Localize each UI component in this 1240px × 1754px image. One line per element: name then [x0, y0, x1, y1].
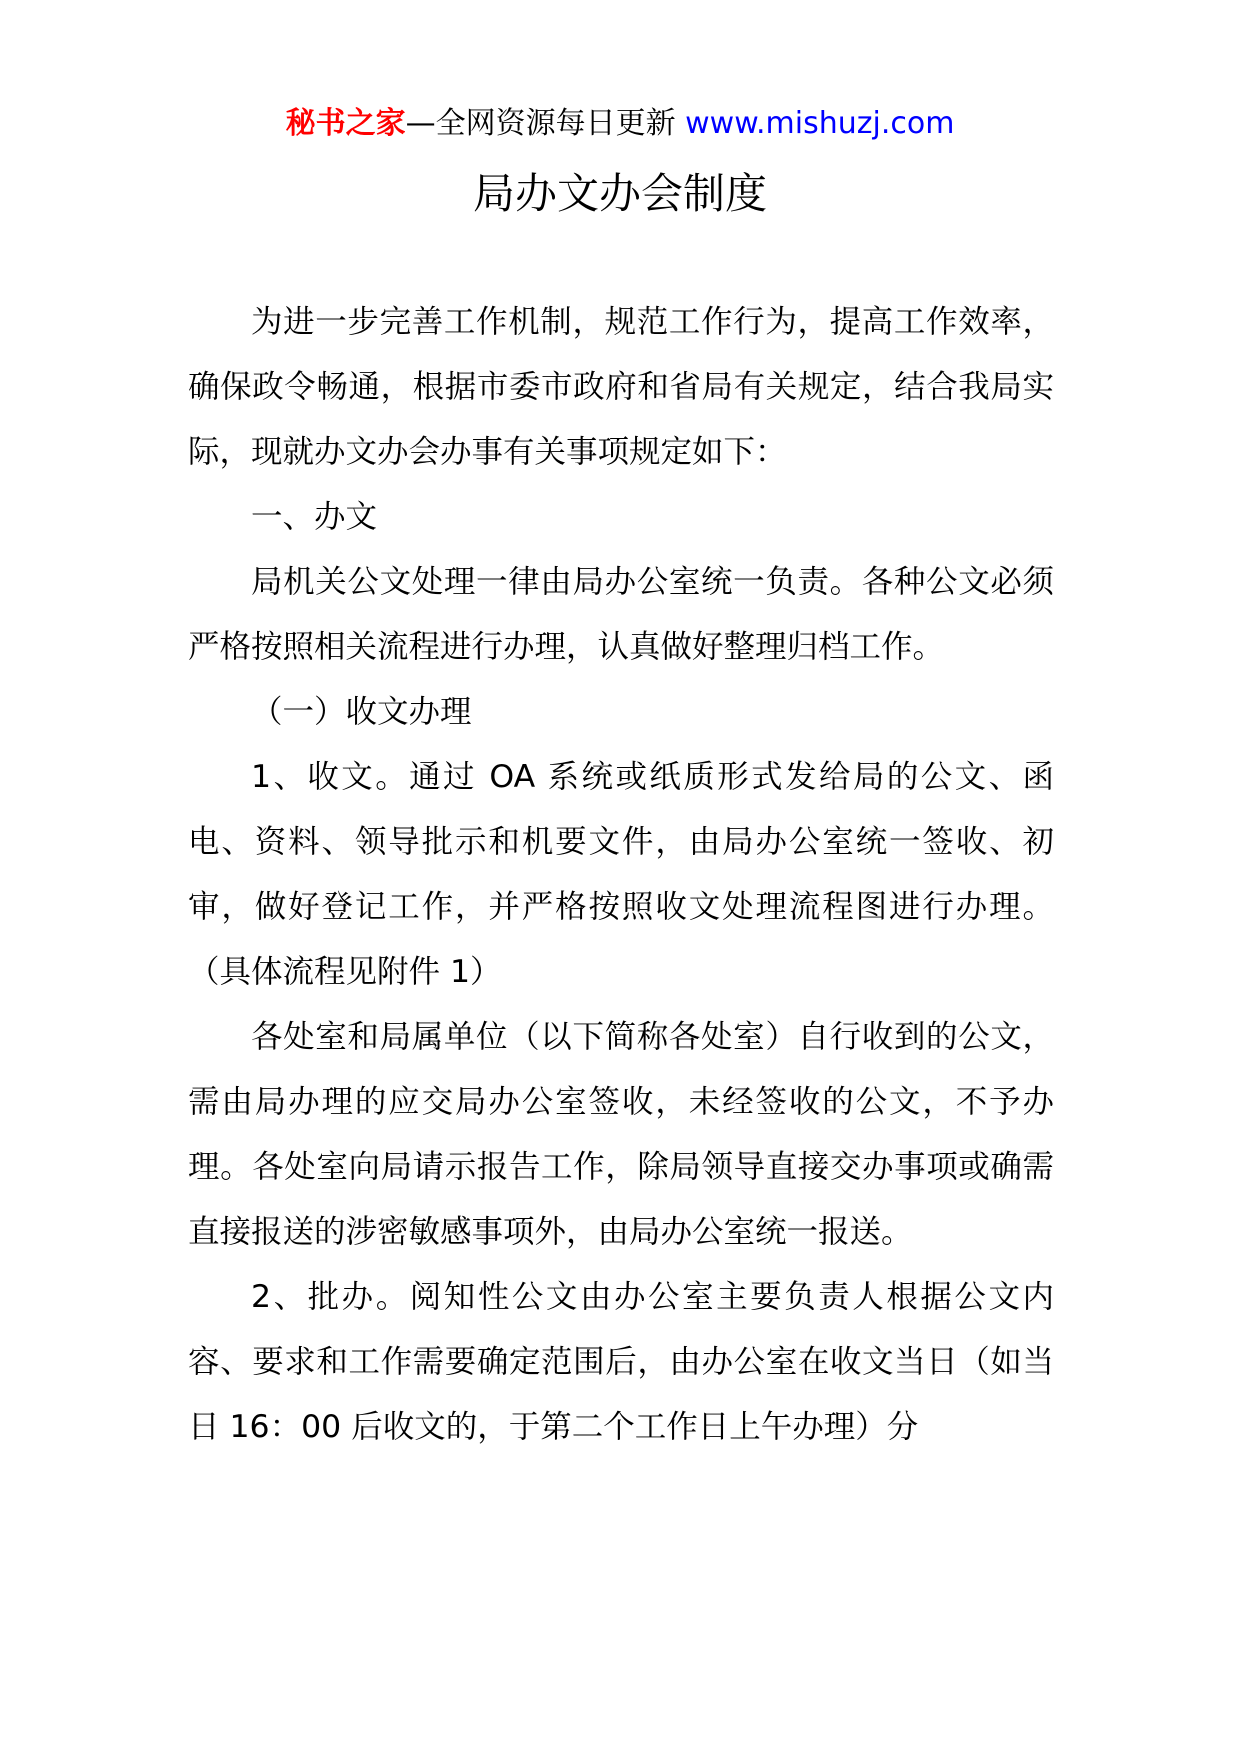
paragraph-piban: 2、批办。阅知性公文由办公室主要负责人根据公文内容、要求和工作需要确定范围后，由办公室在收文当日（如当日 16：00 后收文的，于第二个工作日上午办理）分: [188, 1279, 1054, 1445]
site-slogan: —全网资源每日更新: [405, 106, 676, 141]
paragraph-shouwen-2: 各处室和局属单位（以下简称各处室）自行收到的公文，需由局办理的应交局办公室签收，未经签收的公文，不予办理。各处室向局请示报告工作，除局领导直接交办事项或确需直接报送的涉密敏感事项外，由局办公室统一报送。: [188, 1019, 1054, 1250]
document-body: [188, 290, 1054, 1460]
paragraph-shouwen-1: 1、收文。通过 OA 系统或纸质形式发给局的公文、函电、资料、领导批示和机要文件，由局办公室统一签收、初审，做好登记工作，并严格按照收文处理流程图进行办理。（具体流程见附件 1）: [188, 759, 1054, 990]
subsection-heading-shouwen: （一）收文办理: [251, 694, 472, 730]
paragraph-intro: 为进一步完善工作机制，规范工作行为，提高工作效率，确保政令畅通，根据市委市政府和省局有关规定，结合我局实际，现就办文办会办事有关事项规定如下：: [188, 304, 1054, 470]
site-url-link[interactable]: www.mishuzj.com: [685, 106, 955, 141]
section-heading-banwen: 一、办文: [251, 499, 378, 535]
document-title: 局办文办会制度: [472, 169, 767, 218]
paragraph-banwen: 局机关公文处理一律由局办公室统一负责。各种公文必须严格按照相关流程进行办理，认真做好整理归档工作。: [188, 564, 1054, 665]
site-brand: 秘书之家: [285, 106, 406, 141]
site-header: [0, 104, 1240, 144]
